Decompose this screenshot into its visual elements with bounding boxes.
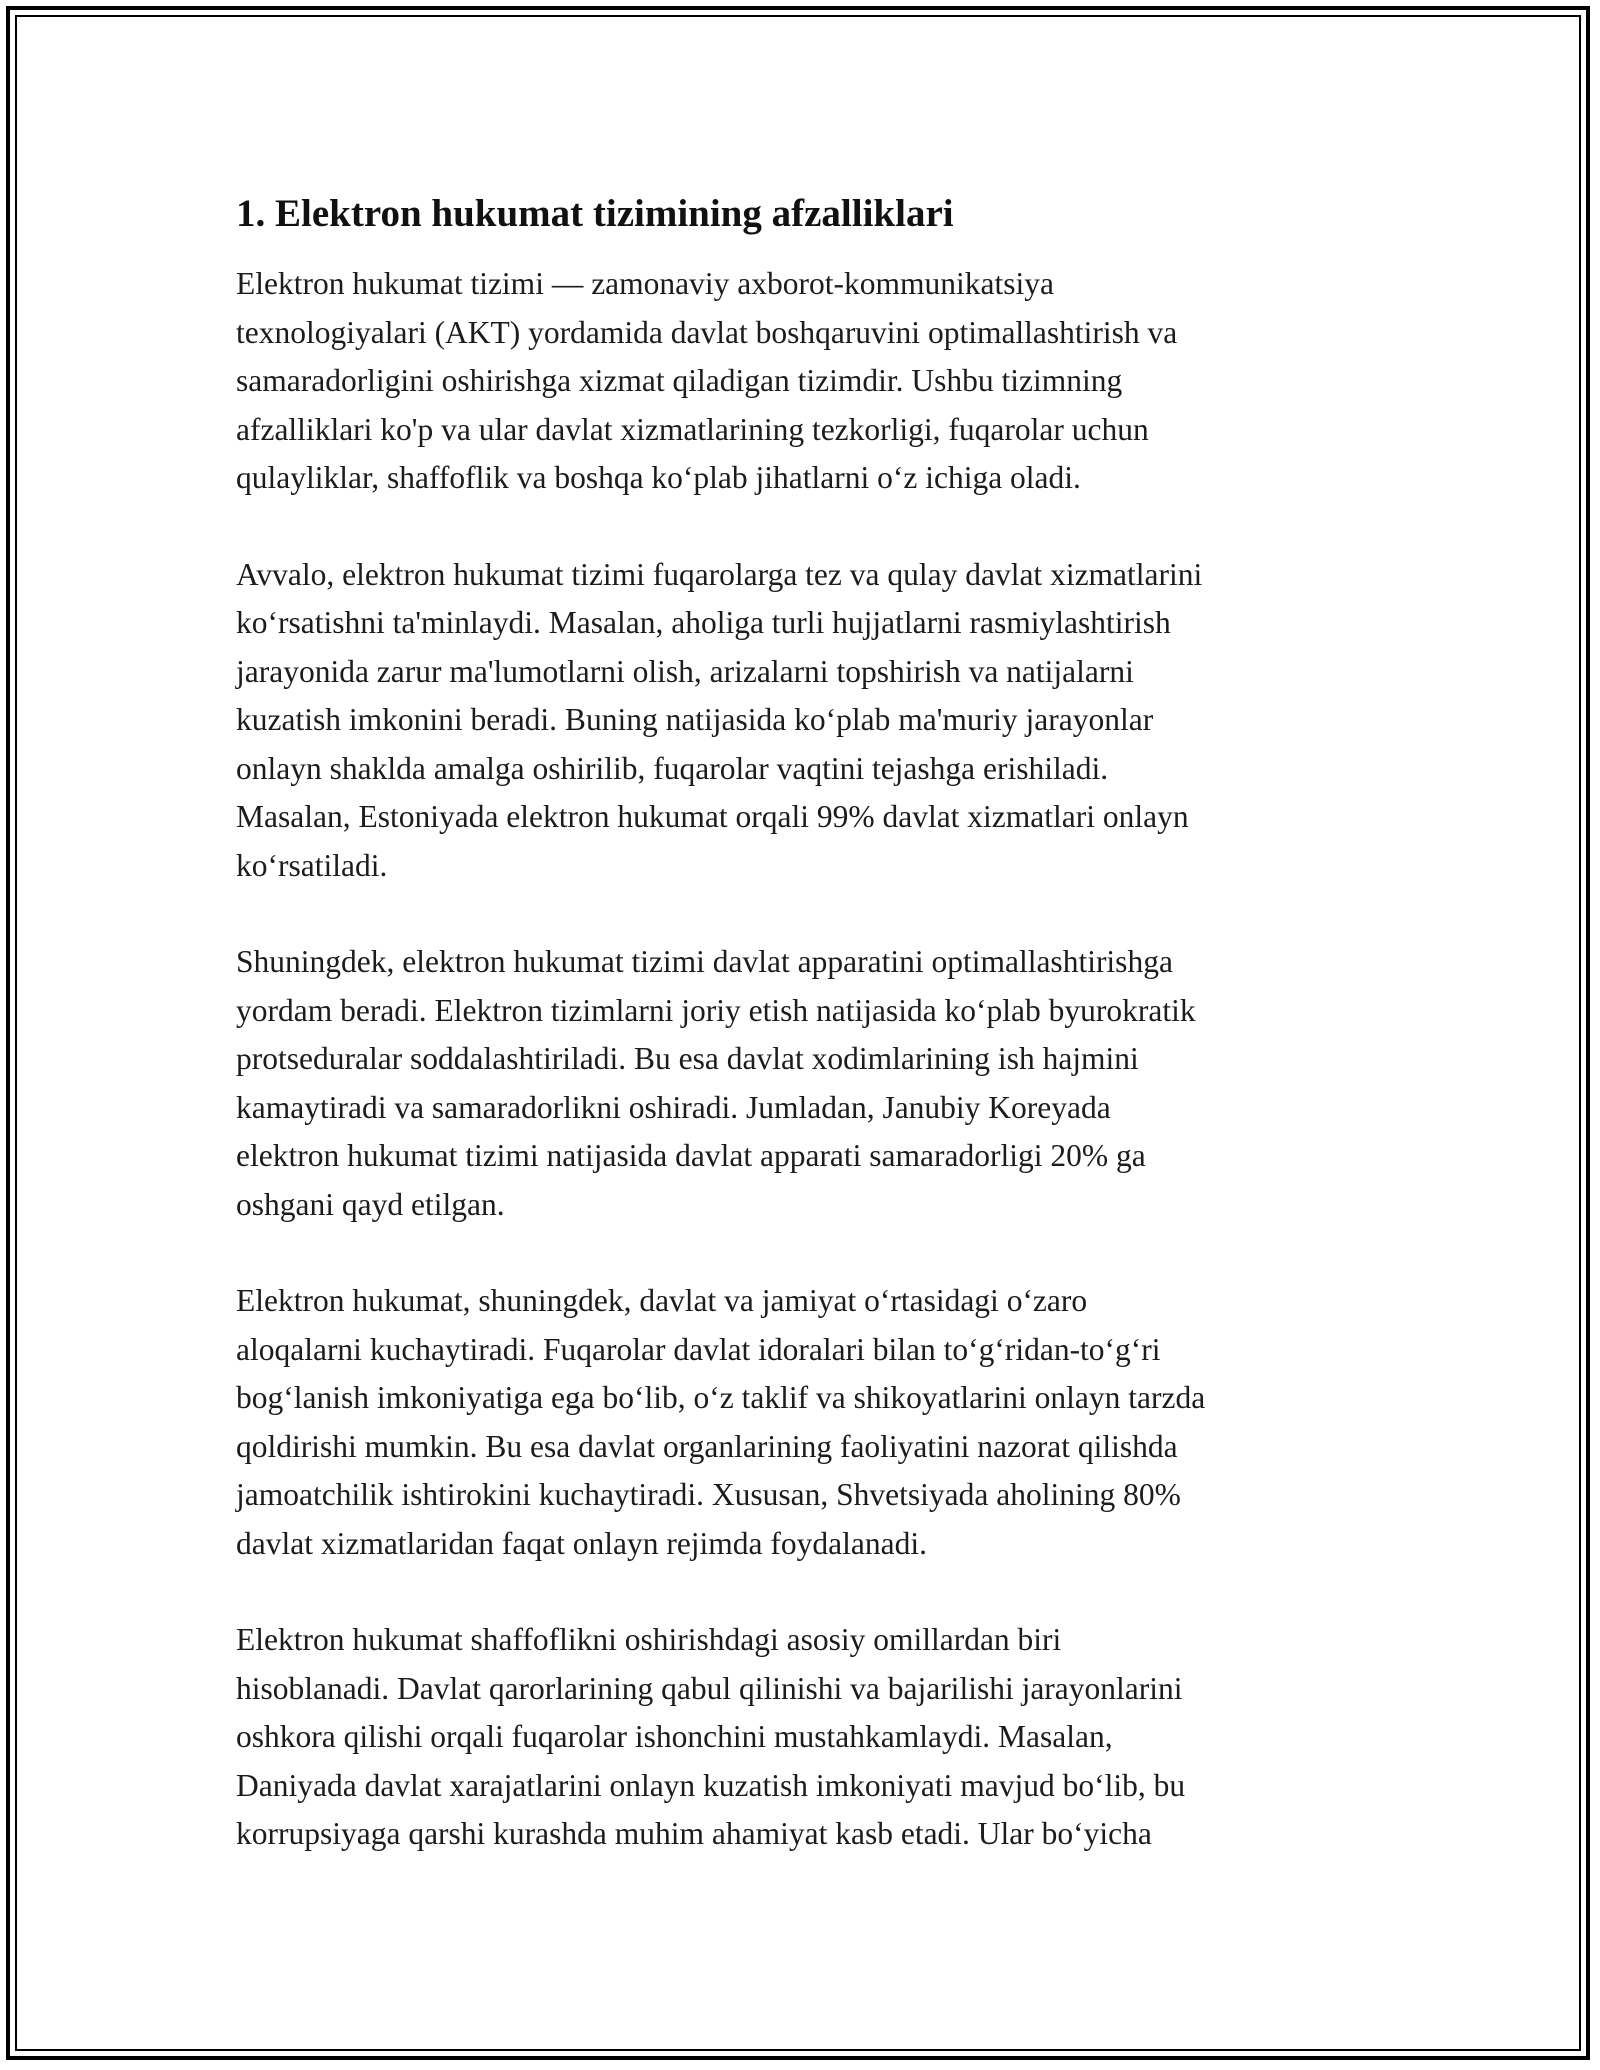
- text-line: Shuningdek, elektron hukumat tizimi davlat apparatini optimallashtirishga: [236, 944, 1173, 979]
- text-line: koʻrsatishni ta'minlaydi. Masalan, aholiga turli hujjatlarni rasmiylashtirish: [236, 605, 1171, 640]
- section-heading: 1. Elektron hukumat tizimining afzalliklari: [236, 192, 954, 235]
- text-line: Avvalo, elektron hukumat tizimi fuqarolarga tez va qulay davlat xizmatlarini: [236, 556, 1203, 592]
- paragraph-3: [236, 938, 1376, 1229]
- text-line: aloqalarni kuchaytiradi. Fuqarolar davlat idoralari bilan toʻgʻridan-toʻgʻri: [236, 1331, 1161, 1367]
- text-line: jamoatchilik ishtirokini kuchaytiradi. Xususan, Shvetsiyada aholining 80%: [236, 1477, 1181, 1512]
- text-line: elektron hukumat tizimi natijasida davlat apparati samaradorligi 20% ga: [236, 1138, 1146, 1173]
- paragraph-5: [236, 1616, 1376, 1859]
- text-line: Daniyada davlat xarajatlarini onlayn kuzatish imkoniyati mavjud boʻlib, bu: [236, 1767, 1186, 1803]
- text-line: davlat xizmatlaridan faqat onlayn rejimda foydalanadi.: [236, 1525, 927, 1561]
- paragraph-1: [236, 260, 1376, 503]
- text-line: protseduralar soddalashtiriladi. Bu esa davlat xodimlarining ish hajmini: [236, 1041, 1139, 1076]
- text-line: hisoblanadi. Davlat qarorlarining qabul qilinishi va bajarilishi jarayonlarini: [236, 1670, 1183, 1706]
- paragraph-4: [236, 1277, 1376, 1568]
- text-line: texnologiyalari (AKT) yordamida davlat boshqaruvini optimallashtirish va: [236, 314, 1178, 350]
- text-line: oshgani qayd etilgan.: [236, 1186, 505, 1222]
- text-line: Elektron hukumat, shuningdek, davlat va jamiyat oʻrtasidagi oʻzaro: [236, 1283, 1088, 1318]
- text-line: Masalan, Estoniyada elektron hukumat orqali 99% davlat xizmatlari onlayn: [236, 799, 1189, 834]
- text-line: qulayliklar, shaffoflik va boshqa koʻplab jihatlarni oʻz ichiga oladi.: [236, 460, 1081, 495]
- text-line: kuzatish imkonini beradi. Buning natijasida koʻplab ma'muriy jarayonlar: [236, 702, 1154, 737]
- text-line: afzalliklari ko'p va ular davlat xizmatlarining tezkorligi, fuqarolar uchun: [236, 411, 1149, 447]
- text-line: oshkora qilishi orqali fuqarolar ishonchini mustahkamlaydi. Masalan,: [236, 1719, 1113, 1754]
- text-line: jarayonida zarur ma'lumotlarni olish, arizalarni topshirish va natijalarni: [236, 653, 1134, 689]
- text-line: bogʻlanish imkoniyatiga ega boʻlib, oʻz taklif va shikoyatlarini onlayn tarzda: [236, 1380, 1206, 1415]
- text-line: Elektron hukumat shaffoflikni oshirishdagi asosiy omillardan biri: [236, 1622, 1062, 1657]
- text-line: kamaytiradi va samaradorlikni oshiradi. Jumladan, Janubiy Koreyada: [236, 1089, 1111, 1125]
- text-line: samaradorligini oshirishga xizmat qiladigan tizimdir. Ushbu tizimning: [236, 363, 1123, 398]
- text-line: qoldirishi mumkin. Bu esa davlat organlarining faoliyatini nazorat qilishda: [236, 1428, 1178, 1464]
- text-line: Elektron hukumat tizimi — zamonaviy axborot-kommunikatsiya: [236, 266, 1054, 301]
- text-line: koʻrsatiladi.: [236, 847, 388, 883]
- text-line: yordam beradi. Elektron tizimlarni joriy etish natijasida koʻplab byurokratik: [236, 992, 1196, 1028]
- paragraph-2: [236, 551, 1376, 891]
- text-line: korrupsiyaga qarshi kurashda muhim ahamiyat kasb etadi. Ular boʻyicha: [236, 1816, 1152, 1851]
- document-body: [236, 190, 1376, 1907]
- text-line: onlayn shaklda amalga oshirilib, fuqarolar vaqtini tejashga erishiladi.: [236, 750, 1109, 786]
